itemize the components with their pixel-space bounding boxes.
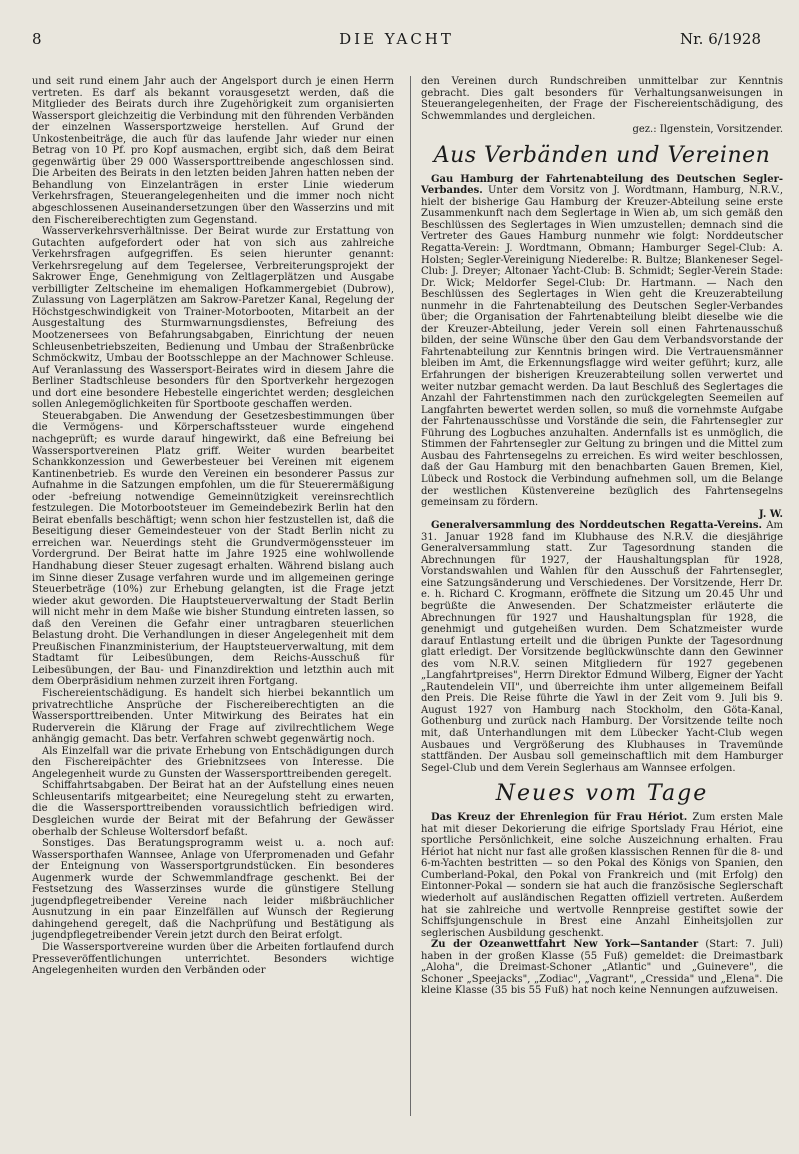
right-column	[421, 76, 783, 997]
item-title: Das Kreuz der Ehrenlegion für Frau Hériot.	[431, 812, 688, 824]
item-title: Gau Hamburg der Fahrtenabteilung des Deutschen Segler-Verbandes.	[421, 173, 783, 197]
paragraph-fishery: Fischereientschädigung. Es handelt sich hierbei bekanntlich um privatrechtliche Ansprüche der Fischereiberechtigten an die Wassersporttreibenden. Unter Mitwirkung des Beirates hat ein Ruderverein die Klärung der Frage auf zivilrechtlichem Wege anhängig gemacht. Das betr. Verfahren schwebt gegenwärtig noch.	[32, 687, 394, 746]
left-column	[32, 76, 394, 977]
news-item	[421, 174, 783, 509]
news-item	[421, 520, 783, 774]
news-item	[421, 939, 783, 997]
author-initials: J. W.	[758, 508, 783, 520]
paragraph-shipping-fees: Schiffahrtsabgaben. Der Beirat hat an der Aufstellung eines neuen Schleusentarifs mitgearbeitet; eine Neuregelung steht zu erwarten, die die Wassersporttreibenden voraussichtlich befriedigen wird. Desgleichen wurde der Beirat mit der Befahrung der Gewässer oberhalb der Schleuse Woltersdorf befaßt.	[32, 780, 394, 838]
issue-number: Nr. 6/1928	[680, 30, 761, 48]
item-body: Unter dem Vorsitz von J. Wordtmann, Hamburg, N.R.V., hielt der bisherige Gau Hamburg der Kreuzer-Abteilung seine erste Zusammenkunft nach dem Seglertage in Wien ab, um sich gemäß den Beschlüssen des Seglertages in Wien umzustellen; demnach sind die Vertreter des Gaues Hamburg nunmehr wie folgt: Norddeutscher Regatta-Verein: J. Wordtmann, Obmann; Hamburger Segel-Club: A. Holsten; Segler-Vereinigung Niederelbe: R. Bultze; Blankeneser Segel-Club: J. Dreyer; Altonaer Yacht-Club: B. Schmidt; Segler-Verein Stade: Dr. Wick; Meldorfer Segel-Club: Dr. Hartmann. — Nach den Beschlüssen des Seglertages in Wien geht die Kreuzerabteilung nunmehr in die Fahrtenabteilung des Deutschen Segler-Verbandes über; die Organisation der Fahrtenabteilung bleibt dieselbe wie die der Kreuzer-Abteilung, jeder Verein soll einen Fahrtenausschuß bilden, der seine Wünsche über den Gau dem Verbandsvorstande der Fahrtenabteilung zur Kenntnis bringen wird. Die Vertrauensmänner bleiben im Amt, die Erkennungsflagge wird weiter geführt; kurz, alle Erfahrungen der bisherigen Kreuzerabteilung sollen verwertet und weiter nutzbar gemacht werden. Da laut Beschluß des Seglertages die Anzahl der Fahrtenstimmen nach den zurückgelegten Seemeilen auf Langfahrten bewertet werden sollen, so muß die vornehmste Aufgabe der Fahrtenausschüsse und Vorstände die sein, die Fahrtensegler zur Führung des Logbuches anzuhalten. Andernfalls ist es unmöglich, die Stimmen der Fahrtensegler zur Geltung zu bringen und die Mittel zum Ausbau des Fahrtensegelns zu erreichen. Es wird weiter beschlossen, daß der Gau Hamburg mit den benachbarten Gauen Bremen, Kiel, Lübeck und Rostock die Verbindung aufnehmen soll, um die Belange der westlichen Küstenvereine bezüglich des Fahrtensegelns gemeinsam zu fördern.	[421, 185, 783, 509]
item-title: Zu der Ozeanwettfahrt New York—Santander	[431, 939, 699, 951]
masthead: DIE YACHT	[339, 30, 454, 48]
paragraph: den Vereinen durch Rundschreiben unmittelbar zur Kenntnis gebracht. Dies galt besonders für Verhaltungsanweisungen in Steuerangelegenheiten, der Frage der Fischereientschädigung, des Schwemmlandes und dergleichen.	[421, 76, 783, 122]
item-body: Zum ersten Male hat mit dieser Dekorierung die eifrige Sportslady Frau Hériot, eine sportliche Persönlichkeit, eine solche Auszeichnung erhalten. Frau Hériot hat nicht nur fast alle großen klassischen Rennen für die 8- und 6-m-Yachten bestritten — so den Pokal des Königs von Spanien, den Cumberland-Pokal, den Pokal von Frankreich und (mit Erfolg) den Eintonner-Pokal — sondern sie hat auch die französische Seglerschaft wiederholt auf ausländischen Regatten offiziell vertreten. Außerdem hat sie zahlreiche und wertvolle Rennpreise gestiftet sowie der Schiffsjungenschule in Brest eine Anzahl Einheitsjollen zur seglerischen Ausbildung geschenkt.	[421, 812, 783, 939]
news-item	[421, 812, 783, 939]
paragraph-taxes: Steuerabgaben. Die Anwendung der Gesetzesbestimmungen über die Vermögens- und Körperschaftssteuer wurde eingehend nachgeprüft; es wurde darauf hingewirkt, daß eine Befreiung bei Wassersportvereinen Platz griff. Weiter wurden bearbeitet Schankkonzession und Gewerbesteuer bei Vereinen mit eigenem Kantinenbetrieb. Es wurde den Vereinen ein besonderer Passus zur Aufnahme in die Satzungen empfohlen, um die für Steuerermäßigung oder -befreiung notwendige Gemeinnützigkeit vereinsrechtlich festzulegen. Die Motorbootsteuer im Gemeindebezirk Berlin hat den Beirat ebenfalls beschäftigt; wenn schon hier festzustellen ist, daß die Beseitigung dieser Gemeindesteuer von der Stadt Berlin nicht zu erreichen war. Neuerdings steht die Grundvermögenssteuer im Vordergrund. Der Beirat hatte im Jahre 1925 eine wohlwollende Handhabung dieser Steuer zugesagt erhalten. Während bislang auch im Sinne dieser Zusage verfahren wurde und im allgemeinen geringe Steuerbeträge (10%) zur Erhebung gelangten, ist die Frage jetzt wieder akut geworden. Die Hauptsteuerverwaltung der Stadt Berlin will nicht mehr in dem Maße wie bisher Stundung eintreten lassen, so daß den Vereinen die Gefahr einer untragbaren steuerlichen Belastung droht. Die Verhandlungen in dieser Angelegenheit mit dem Preußischen Finanzministerium, der Hauptsteuerverwaltung, mit dem Stadtamt für Leibesübungen, dem Reichs-Ausschuß für Leibesübungen, der Bau- und Finanzdirektion und letzthin auch mit dem Oberpräsidium nehmen zurzeit ihren Fortgang.	[32, 410, 394, 688]
item-body: (Start: 7. Juli) haben in der großen Klasse (55 Fuß) gemeldet: die Dreimastbark „Aloha", die Dreimast-Schoner „Atlantic" und „Guinevere", die Schoner „Speejacks", „Zodiac", „Vagrant", „Cressida" und „Elena". Die kleine Klasse (35 bis 55 Fuß) hat noch keine Nennungen aufzuweisen.	[421, 939, 784, 997]
item-title: Generalversammlung des Norddeutschen Regatta-Vereins.	[431, 520, 763, 532]
paragraph-misc: Sonstiges. Das Beratungsprogramm weist u. a. noch auf: Wassersporthafen Wannsee, Anlage von Uferpromenaden und Gefahr der Enteignung von Wassersportgrundstücken. Ein besonderes Augenmerk wurde der Schwemmlandfrage geschenkt. Bei der Festsetzung des Wasserzinses wurde die günstigere Stellung jugendpflegetreibender Vereine nach leider mißbräuchlicher Ausnutzung in ein paar Einzelfällen auf Wunsch der Regierung dahingehend geregelt, daß die Nachprüfung und Bestätigung als jugendpflegetreibender Verein jetzt durch den Beirat erfolgt.	[32, 838, 394, 942]
page-header	[32, 30, 761, 60]
page-number: 8	[32, 30, 42, 48]
item-body: Am 31. Januar 1928 fand im Klubhause des N.R.V. die diesjährige Generalversammlung statt. Zur Tagesordnung standen die Abrechnungen für 1927, der Haushaltungsplan für 1928, Vorstandswahlen und Wahlen für den Ausschuß der Fahrtensegler, eine Satzungsänderung und Verschiedenes. Der Vorsitzende, Herr Dr. e. h. Richard C. Krogmann, eröffnete die Sitzung um 20.45 Uhr und begrüßte die Anwesenden. Der Schatzmeister erläuterte die Abrechnungen für 1927 und Haushaltungsplan für 1928, die genehmigt und gutgeheißen wurden. Dem Schatzmeister wurde darauf Entlastung erteilt und die übrigen Punkte der Tagesordnung glatt erledigt. Der Vorsitzende beglückwünschte dann den Gewinner des vom N.R.V. seinen Mitgliedern für 1927 gegebenen „Langfahrtpreises", Herrn Direktor Edmund Wilberg, Eigner der Yacht „Rautendelein VII", und überreichte ihm unter allgemeinem Beifall den Preis. Die Reise führte die Yawl in der Zeit vom 9. Juli bis 9. August 1927 von Hamburg nach Stockholm, den Göta-Kanal, Gothenburg und zurück nach Hamburg. Der Vorsitzende teilte noch mit, daß Unterhandlungen mit dem Lübecker Yacht-Club wegen Ausbaues und Vergrößerung des Klubhauses in Travemünde stattfänden. Der Ausbau soll gemeinschaftlich mit dem Hamburger Segel-Club und dem Verein Seglerhaus am Wannsee erfolgen.	[421, 520, 783, 774]
paragraph: Als Einzelfall war die private Erhebung von Entschädigungen durch den Fischereipächter des Griebnitzsees von Interesse. Die Angelegenheit wurde zu Gunsten der Wassersporttreibenden geregelt.	[32, 745, 394, 780]
paragraph: und seit rund einem Jahr auch der Angelsport durch je einen Herrn vertreten. Es darf als bekannt vorausgesetzt werden, daß die Mitglieder des Beirats durch ihre Zugehörigkeit zum organisierten Wassersport gleichzeitig die Verbindung mit den führenden Verbänden der einzelnen Wassersportzweige herstellen. Auf Grund der Unkostenbeiträge, die auch für das laufende Jahr wieder nur einen Betrag von 10 Pf. pro Kopf ausmachen, ergibt sich, daß dem Beirat gegenwärtig über 29 000 Wassersporttreibende angeschlossen sind. Die Arbeiten des Beirats in den letzten beiden Jahren hatten neben der Behandlung von Einzelanträgen in erster Linie wiederum Verkehrsfragen, Steuerangelegenheiten und die immer noch nicht abgeschlossenen Auseinandersetzungen über den Wasserzins und mit den Fischereiberechtigten zum Gegenstand.	[32, 76, 394, 226]
column-divider	[410, 76, 411, 1116]
paragraph-traffic: Wasserverkehrsverhältnisse. Der Beirat wurde zur Erstattung von Gutachten aufgefordert oder hat von sich aus zahlreiche Verkehrsfragen aufgegriffen. Es seien hierunter genannt: Verkehrsregelung auf dem Tegelersee, Verbreiterungsprojekt der Sakrower Enge, Genehmigung von Zeltlagerplätzen und Ausgabe verbilligter Zeltscheine im ehemaligen Hofkammergebiet (Dubrow), Zulassung von Lagerplätzen am Sakrow-Paretzer Kanal, Regelung der Höchstgeschwindigkeit von Trainer-Motorbooten, Mitarbeit an der Ausgestaltung des Sturmwarnungsdienstes, Befreiung des Mootzenersees von Befahrungsabgaben, Einrichtung der neuen Schleusenbetriebszeiten, Bedienung und Umbau der Straßenbrücke Schmöckwitz, Umbau der Bootsschleppe an der Machnower Schleuse. Auf Veranlassung des Wassersport-Beirates wird in diesem Jahre die Berliner Stadtschleuse besonders für den Sportverkehr hergezogen und dort eine besondere Hebestelle eingerichtet werden; desgleichen sollen Anlegemöglichkeiten für Sportboote geschaffen werden.	[32, 226, 394, 411]
paragraph: Die Wassersportvereine wurden über die Arbeiten fortlaufend durch Presseveröffentlichungen unterrichtet. Besonders wichtige Angelegenheiten wurden den Verbänden oder	[32, 942, 394, 977]
section-heading: Neues vom Tage	[495, 781, 709, 807]
signature: gez.: Ilgenstein, Vorsitzender.	[632, 124, 783, 136]
section-heading: Aus Verbänden und Vereinen	[433, 142, 771, 168]
